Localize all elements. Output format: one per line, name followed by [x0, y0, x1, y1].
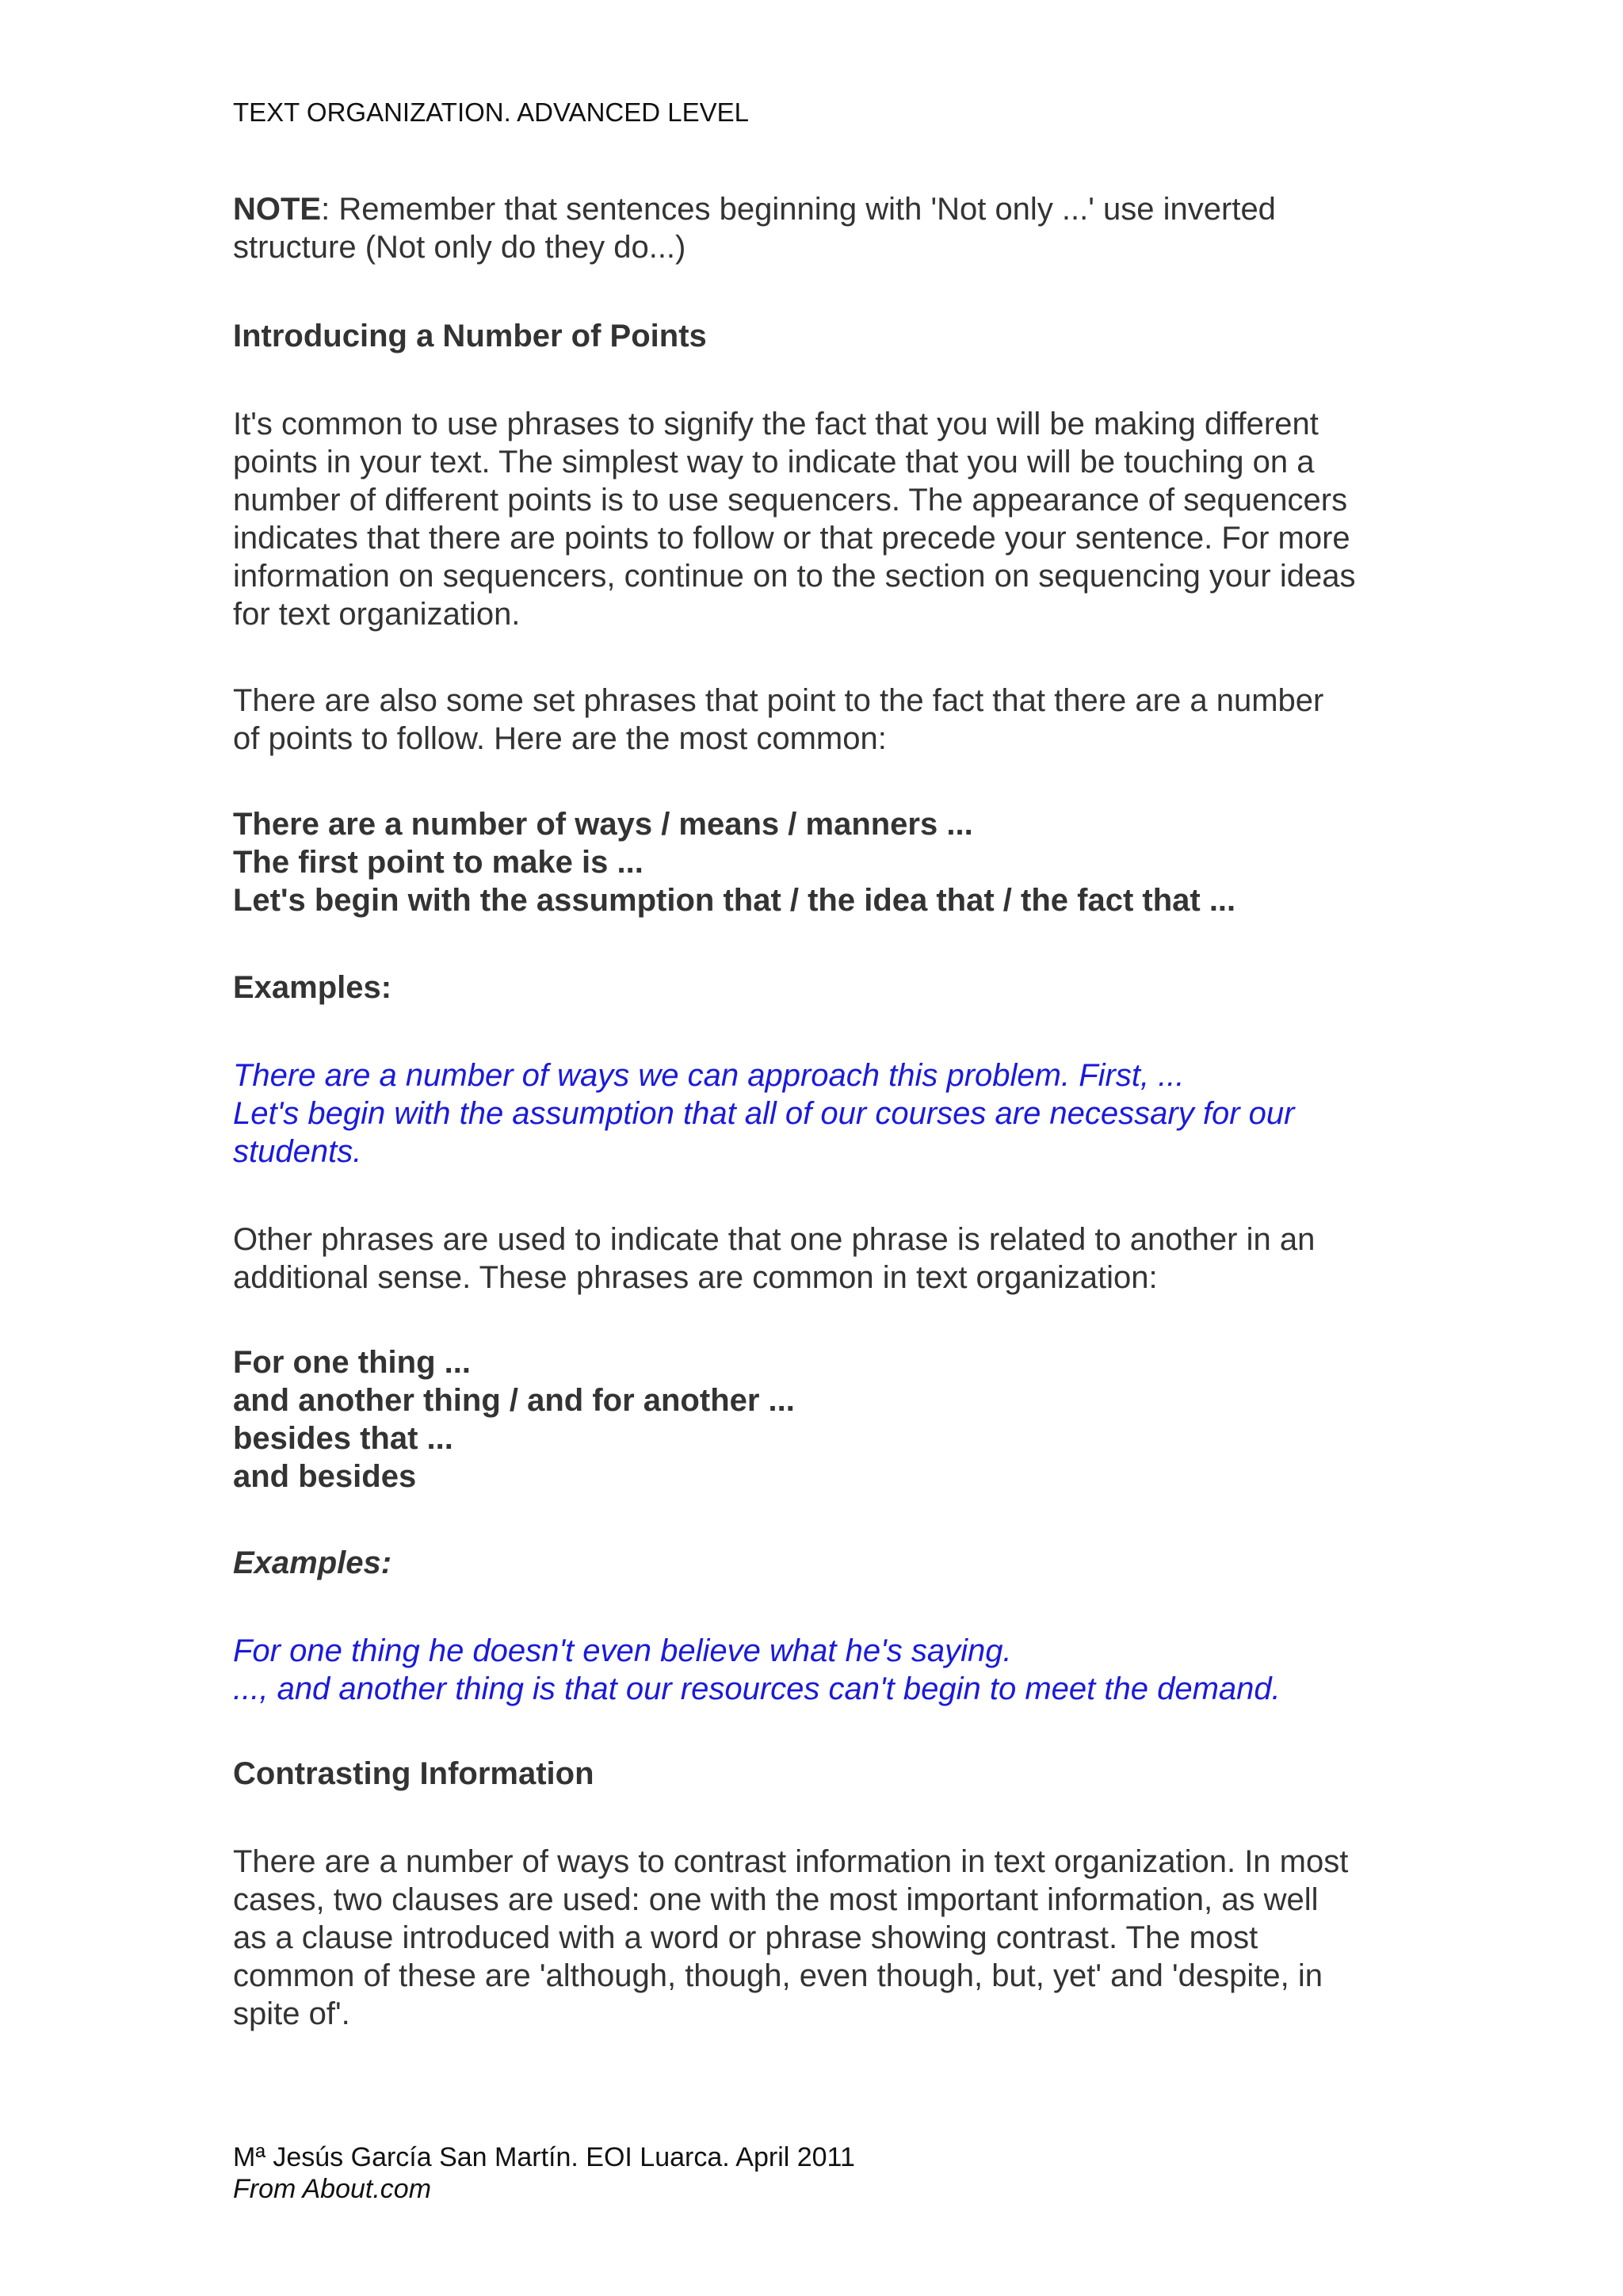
text-line: It's common to use phrases to signify the fact that you will be making different — [233, 407, 1319, 441]
text-line: additional sense. These phrases are common in text organization: — [233, 1260, 1158, 1295]
section-heading-contrasting: Contrasting Information — [233, 1756, 594, 1791]
page-footer — [233, 2141, 855, 2205]
text-line: cases, two clauses are used: one with the most important information, as well — [233, 1882, 1319, 1917]
phrase-item: The first point to make is ... — [233, 845, 643, 880]
phrase-item: and besides — [233, 1459, 417, 1494]
example-list-2 — [233, 1632, 1281, 1708]
text-line: information on sequencers, continue on to the section on sequencing your ideas — [233, 559, 1356, 594]
text-line: indicates that there are points to follow or that precede your sentence. For more — [233, 521, 1350, 556]
note-paragraph — [233, 190, 1276, 266]
text-line: spite of'. — [233, 1996, 350, 2031]
section-heading-introducing-points: Introducing a Number of Points — [233, 319, 707, 353]
example-item: There are a number of ways we can approach this problem. First, ... — [233, 1058, 1185, 1093]
text-line: Other phrases are used to indicate that one phrase is related to another in an — [233, 1222, 1316, 1257]
text-line: for text organization. — [233, 597, 521, 632]
examples-label-2: Examples: — [233, 1545, 392, 1580]
phrase-item: and another thing / and for another ... — [233, 1383, 795, 1418]
paragraph-additional-sense — [233, 1221, 1315, 1297]
paragraph-contrasting — [233, 1843, 1348, 2033]
text-line: number of different points is to use sequencers. The appearance of sequencers — [233, 483, 1348, 518]
paragraph-set-phrases — [233, 682, 1323, 758]
phrase-item: For one thing ... — [233, 1345, 471, 1380]
example-item: For one thing he doesn't even believe what he's saying. — [233, 1633, 1012, 1668]
phrase-item: There are a number of ways / means / manners ... — [233, 807, 973, 842]
text-line: as a clause introduced with a word or phrase showing contrast. The most — [233, 1920, 1258, 1955]
example-item: ..., and another thing is that our resources can't begin to meet the demand. — [233, 1671, 1281, 1706]
note-text-1: : Remember that sentences beginning with 'Not only ...' use inverted — [321, 192, 1276, 227]
phrase-item: besides that ... — [233, 1421, 453, 1456]
footer-source: From About.com — [233, 2174, 432, 2204]
page-header: TEXT ORGANIZATION. ADVANCED LEVEL — [233, 97, 749, 127]
example-list — [233, 1056, 1294, 1171]
paragraph-intro — [233, 405, 1355, 633]
text-line: of points to follow. Here are the most common: — [233, 721, 887, 756]
footer-author: Mª Jesús García San Martín. EOI Luarca. April 2011 — [233, 2142, 855, 2172]
example-item: students. — [233, 1134, 362, 1169]
text-line: points in your text. The simplest way to indicate that you will be touching on a — [233, 445, 1315, 479]
examples-label: Examples: — [233, 970, 392, 1005]
phrase-list-additional — [233, 1343, 795, 1496]
note-text-2: structure (Not only do they do...) — [233, 230, 686, 265]
text-line: There are a number of ways to contrast information in text organization. In most — [233, 1844, 1349, 1879]
text-line: common of these are 'although, though, even though, but, yet' and 'despite, in — [233, 1958, 1323, 1993]
phrase-list — [233, 805, 1235, 919]
phrase-item: Let's begin with the assumption that / the idea that / the fact that ... — [233, 883, 1236, 918]
note-label: NOTE — [233, 192, 322, 227]
text-line: There are also some set phrases that point to the fact that there are a number — [233, 683, 1324, 718]
example-item: Let's begin with the assumption that all of our courses are necessary for our — [233, 1096, 1295, 1131]
